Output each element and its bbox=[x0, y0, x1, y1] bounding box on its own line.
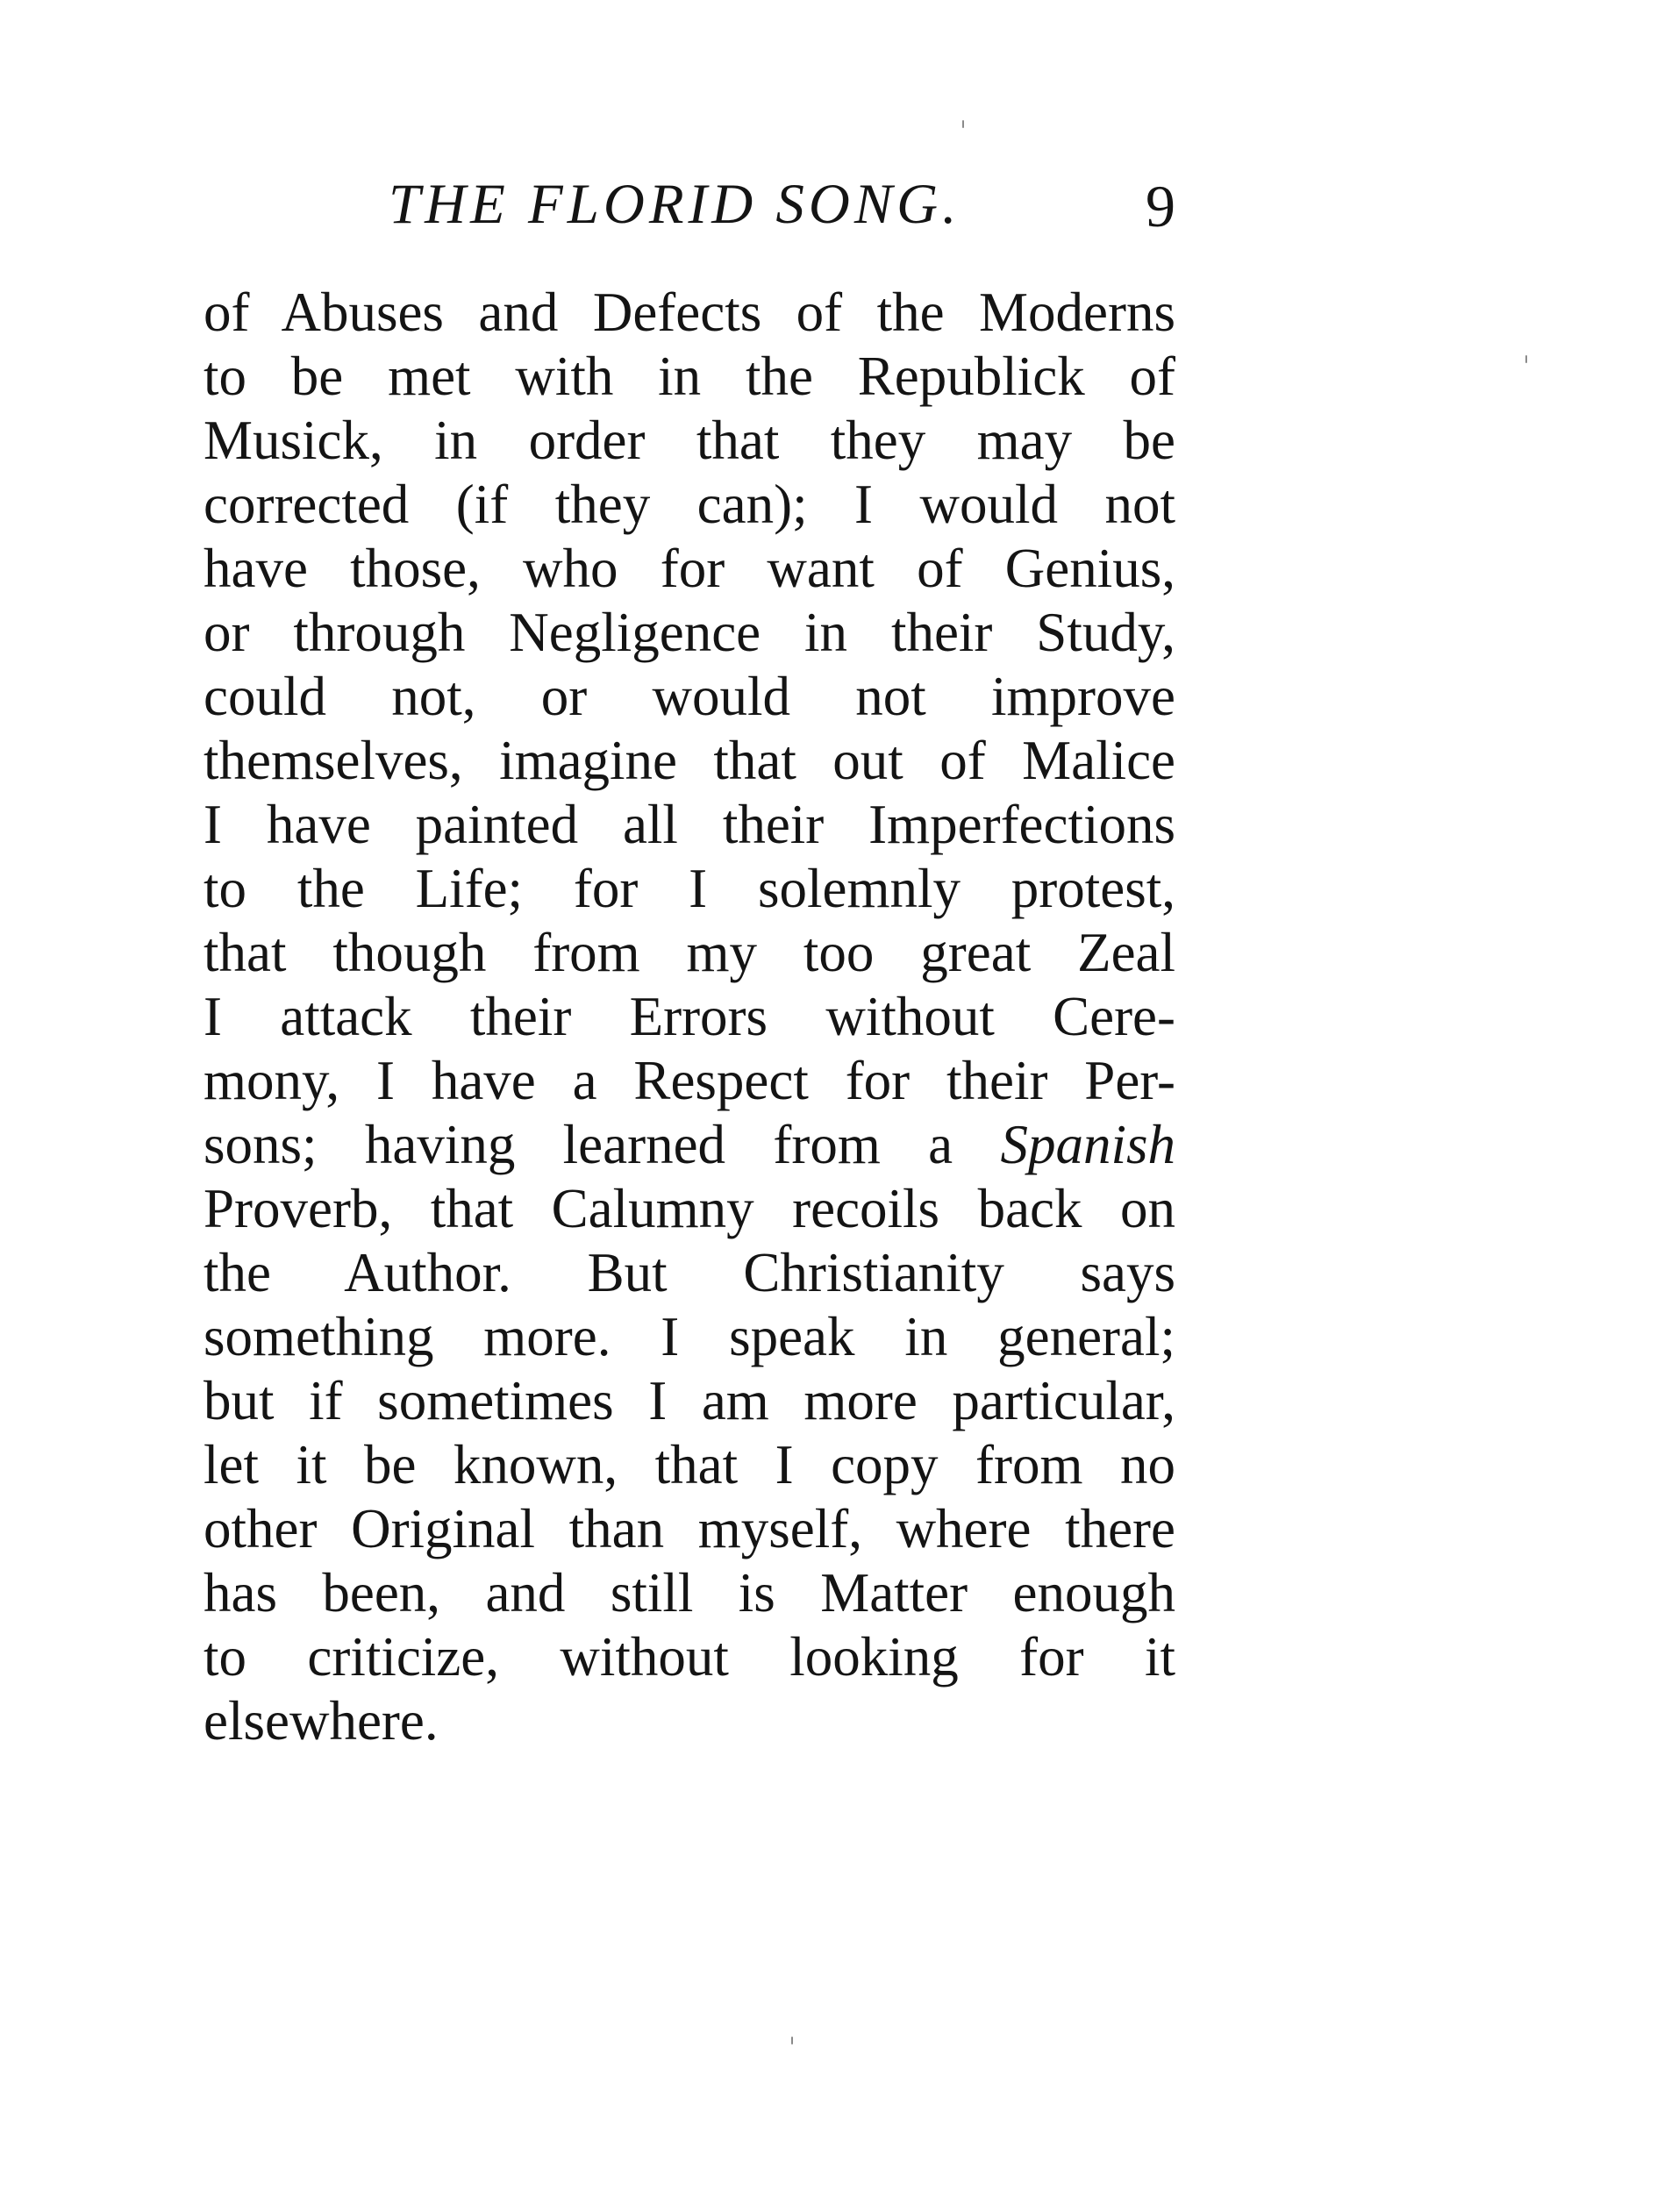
line-text: could not, or would not improve bbox=[204, 666, 1175, 727]
text-line bbox=[204, 537, 1175, 601]
text-line bbox=[204, 665, 1175, 729]
text-line bbox=[204, 1369, 1175, 1433]
text-line bbox=[204, 1305, 1175, 1369]
text-line bbox=[204, 921, 1175, 985]
text-line bbox=[204, 601, 1175, 665]
text-line bbox=[204, 1561, 1175, 1625]
line-text: mony, I have a Respect for their Per- bbox=[204, 1050, 1175, 1111]
italic-text: Spanish bbox=[1000, 1114, 1175, 1175]
text-line bbox=[204, 1625, 1175, 1689]
line-text: something more. I speak in general; bbox=[204, 1306, 1175, 1367]
line-text: I have painted all their Imperfections bbox=[204, 794, 1175, 855]
line-text: of Abuses and Defects of the Moderns bbox=[204, 282, 1175, 343]
page-number: 9 bbox=[1146, 173, 1175, 239]
line-text: to be met with in the Republick of bbox=[204, 346, 1175, 407]
line-text: corrected (if they can); I would not bbox=[204, 474, 1175, 535]
running-head bbox=[204, 165, 1175, 244]
text-line bbox=[204, 1177, 1175, 1241]
running-title: THE FLORID SONG. bbox=[389, 173, 961, 236]
line-text: the Author. But Christianity says bbox=[204, 1242, 1175, 1303]
line-text: but if sometimes I am more particular, bbox=[204, 1370, 1175, 1431]
text-line bbox=[204, 1241, 1175, 1305]
line-text: Proverb, that Calumny recoils back on bbox=[204, 1178, 1175, 1239]
line-text: have those, who for want of Genius, bbox=[204, 538, 1175, 599]
text-line bbox=[204, 857, 1175, 921]
text-line bbox=[204, 1497, 1175, 1561]
line-text: to the Life; for I solemnly protest, bbox=[204, 858, 1175, 919]
line-text: elsewhere. bbox=[204, 1690, 439, 1752]
text-line bbox=[204, 1689, 1175, 1753]
text-line bbox=[204, 729, 1175, 793]
line-text: or through Negligence in their Study, bbox=[204, 602, 1175, 663]
line-text: sons; having learned from a bbox=[204, 1114, 1001, 1175]
line-text: themselves, imagine that out of Malice bbox=[204, 730, 1175, 791]
line-text: to criticize, without looking for it bbox=[204, 1626, 1175, 1688]
line-text: that though from my too great Zeal bbox=[204, 922, 1175, 983]
scan-speck bbox=[962, 120, 964, 128]
line-text: has been, and still is Matter enough bbox=[204, 1562, 1175, 1623]
text-line bbox=[204, 1049, 1175, 1113]
text-line bbox=[204, 1113, 1175, 1177]
text-line bbox=[204, 1433, 1175, 1497]
body-text bbox=[204, 281, 1175, 1753]
text-line bbox=[204, 281, 1175, 345]
text-line bbox=[204, 985, 1175, 1049]
line-text: Musick, in order that they may be bbox=[204, 410, 1175, 471]
scan-speck bbox=[1525, 355, 1527, 363]
text-line bbox=[204, 345, 1175, 409]
text-line bbox=[204, 473, 1175, 537]
line-text: other Original than myself, where there bbox=[204, 1498, 1175, 1559]
line-text: I attack their Errors without Cere- bbox=[204, 986, 1175, 1047]
text-line bbox=[204, 793, 1175, 857]
text-line bbox=[204, 409, 1175, 473]
scan-speck bbox=[791, 2037, 793, 2044]
line-text: let it be known, that I copy from no bbox=[204, 1434, 1175, 1495]
